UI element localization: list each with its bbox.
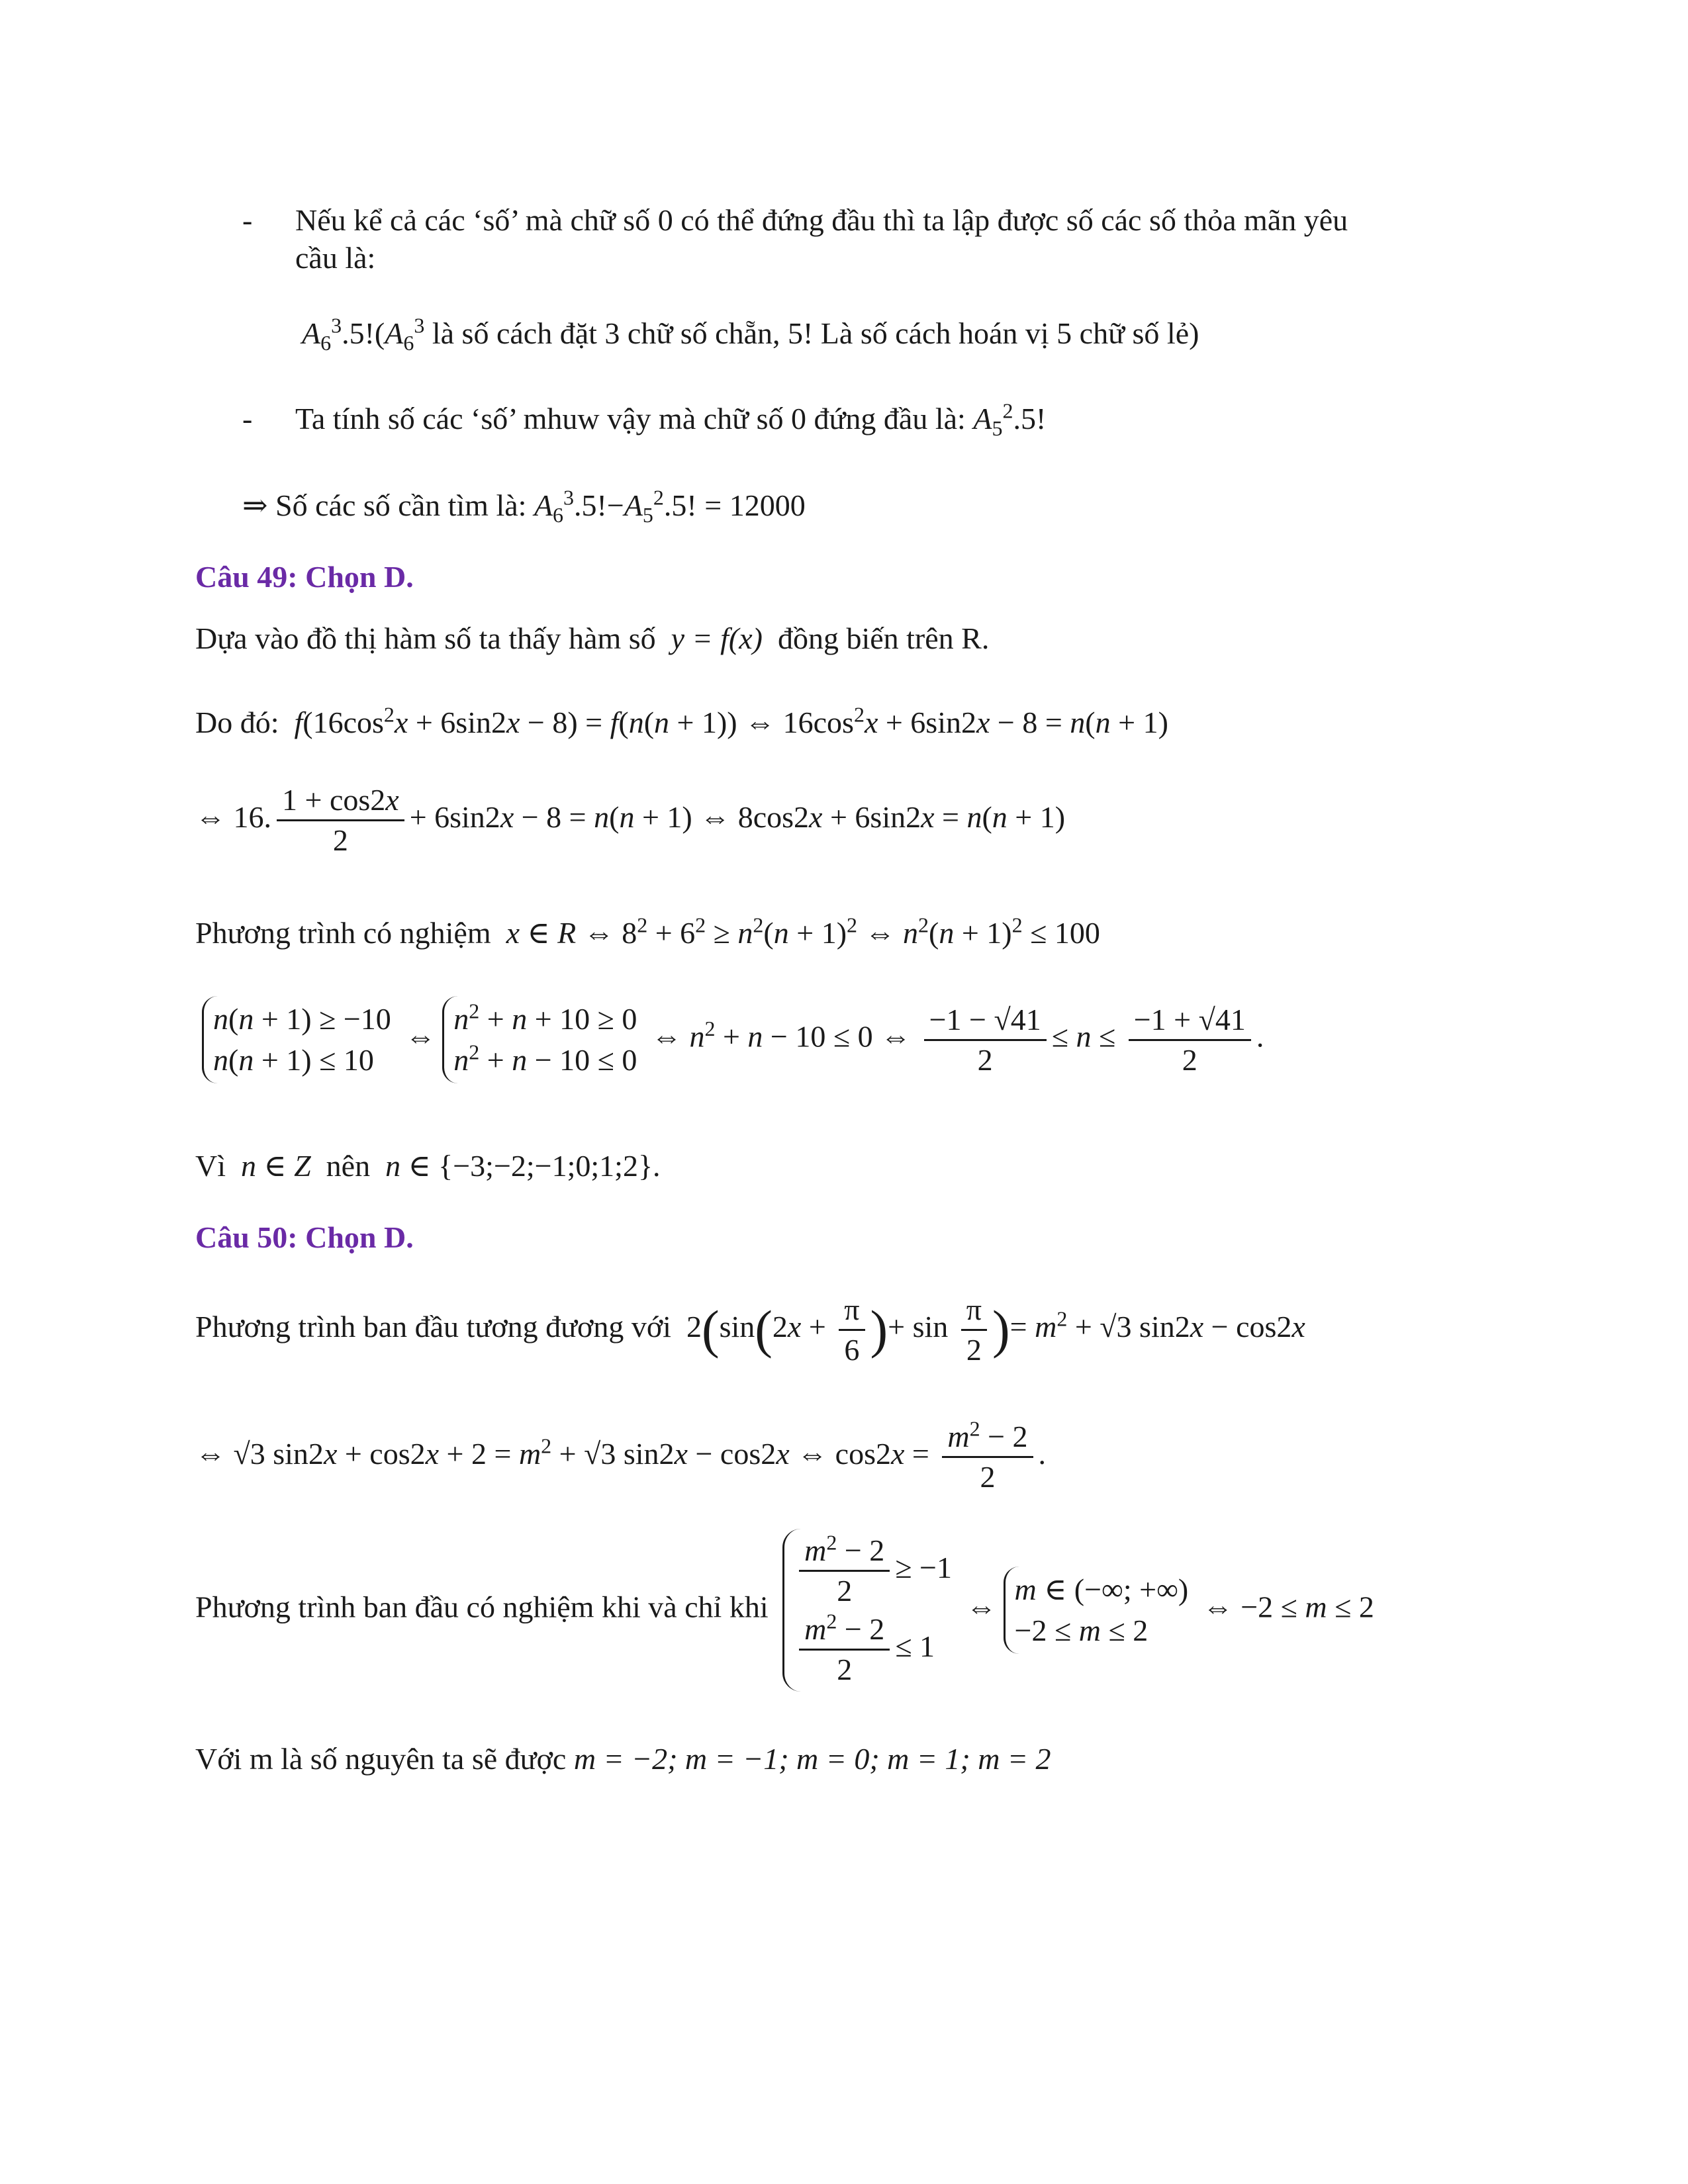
paragraph-text: Phương trình có nghiệm	[195, 916, 491, 950]
formula-note: là số cách đặt 3 chữ số chẵn, 5! Là số cách hoán vị 5 chữ số lẻ)	[432, 316, 1199, 350]
formula-line: Ta tính số các ‘số’ mhuw vậy mà chữ số 0 đứng đầu là: $A_5^2.5$!	[295, 398, 1047, 441]
paragraph-text: Vì	[195, 1149, 226, 1183]
paragraph-text: Với m là số nguyên ta sẽ được	[195, 1742, 567, 1776]
formula-line	[195, 1739, 1051, 1779]
formula-line: Vì n ∈ Z nên n ∈ {−3;−2;−1;0;1;2}.	[195, 1149, 661, 1183]
formula-line: ⇒ Số các số cần tìm là: $A_6^3.5!-A_5^2.5$! = 12000	[242, 485, 806, 527]
paragraph-text: Nếu kể cả các ‘số’ mà chữ số 0 có thể đứng đầu thì ta lập được số các số thỏa mãn yêu	[295, 203, 1348, 237]
bullet-dash: -	[242, 402, 253, 435]
integer-values: m = −2; m = −1; m = 0; m = 1; m = 2	[573, 1742, 1051, 1776]
paragraph-text: đồng biến trên R.	[777, 621, 990, 655]
formula-line: Phương trình ban đầu tương đương với 2(sin(2x + $\frac{\pi}{6}$ )+ sin $\frac{\pi}{2}$ )= $m^2 + √3$ sin2x − cos2x	[195, 1291, 1305, 1369]
solution-set: {−3;−2;−1;0;1;2}.	[438, 1149, 661, 1183]
paragraph-text: cầu là:	[295, 241, 376, 275]
formula-line: Phương trình ban đầu có nghiệm khi và chỉ khi $\frac{m^2 - 2}{2}$ ≥ −1 $\frac{m^2 - 2}{2}$ ≤ 1 ⇔ m ∈ (−∞; +∞) −2 ≤ m ≤ 2 ⇔ −2 ≤ m ≤ 2	[195, 1529, 1374, 1692]
paragraph-text: nên	[326, 1149, 371, 1183]
paragraph-text: Ta tính số các ‘số’ mhuw vậy mà chữ số 0 đứng đầu là:	[295, 402, 966, 435]
paragraph-text: Do đó:	[195, 705, 279, 739]
question-heading-50: Câu 50: Chọn D.	[195, 1220, 414, 1254]
question-heading-49: Câu 49: Chọn D.	[195, 560, 414, 594]
formula-line: Phương trình có nghiệm x ∈ R ⇔ $8^2 + 6^2 \ge n^2(n + 1)^2$ ⇔ $n^2(n + 1)^2 \le 100$	[195, 913, 1100, 950]
result-value: 12000	[729, 488, 806, 522]
paragraph-text: Dựa vào đồ thị hàm số ta thấy hàm số	[195, 621, 656, 655]
formula-line: Do đó: $f(16\cos^2x + 6\sin 2x - 8) = f(n(n + 1))$ ⇔ $16\cos^2x + 6\sin 2x - 8 = n(n + 1)$	[195, 702, 1168, 739]
paragraph-text: Phương trình ban đầu có nghiệm khi và chỉ khi	[195, 1590, 769, 1624]
paragraph-text: Phương trình ban đầu tương đương với	[195, 1310, 671, 1344]
formula-line: $A_6^3.5!(A_6^3$ là số cách đặt 3 chữ số chẵn, 5! Là số cách hoán vị 5 chữ số lẻ)	[302, 313, 1199, 355]
bullet-dash: -	[242, 203, 253, 237]
formula-line: ⇔ 16. $\frac{1 + \cos 2x}{2}$ + 6sin2x − 8 = n(n + 1) ⇔ 8cos2x + 6sin2x = n(n + 1)	[195, 781, 1065, 860]
formula-line: ⇔ √3 $\sin 2x + \cos 2x + 2 = m^2 + √3$ sin2x − cos2x ⇔ cos2x = $\frac{m^2 - 2}{2}$ .	[195, 1416, 1047, 1494]
formula-line: Dựa vào đồ thị hàm số ta thấy hàm số y = f(x) đồng biến trên R.	[195, 621, 990, 655]
formula-line: n(n + 1) ≥ −10 n(n + 1) ≤ 10 ⇔ $n^2 + n + 10 \ge 0$ $n^2 + n - 10 \le 0$ ⇔ $n^2 + n - 10 \le 0$ ⇔ $\frac{-1 - √41}{2}$ ≤ n ≤ $\frac{-1 + √41}{2}$ .	[195, 996, 1264, 1083]
paragraph-text: Số các số cần tìm là:	[275, 488, 527, 522]
